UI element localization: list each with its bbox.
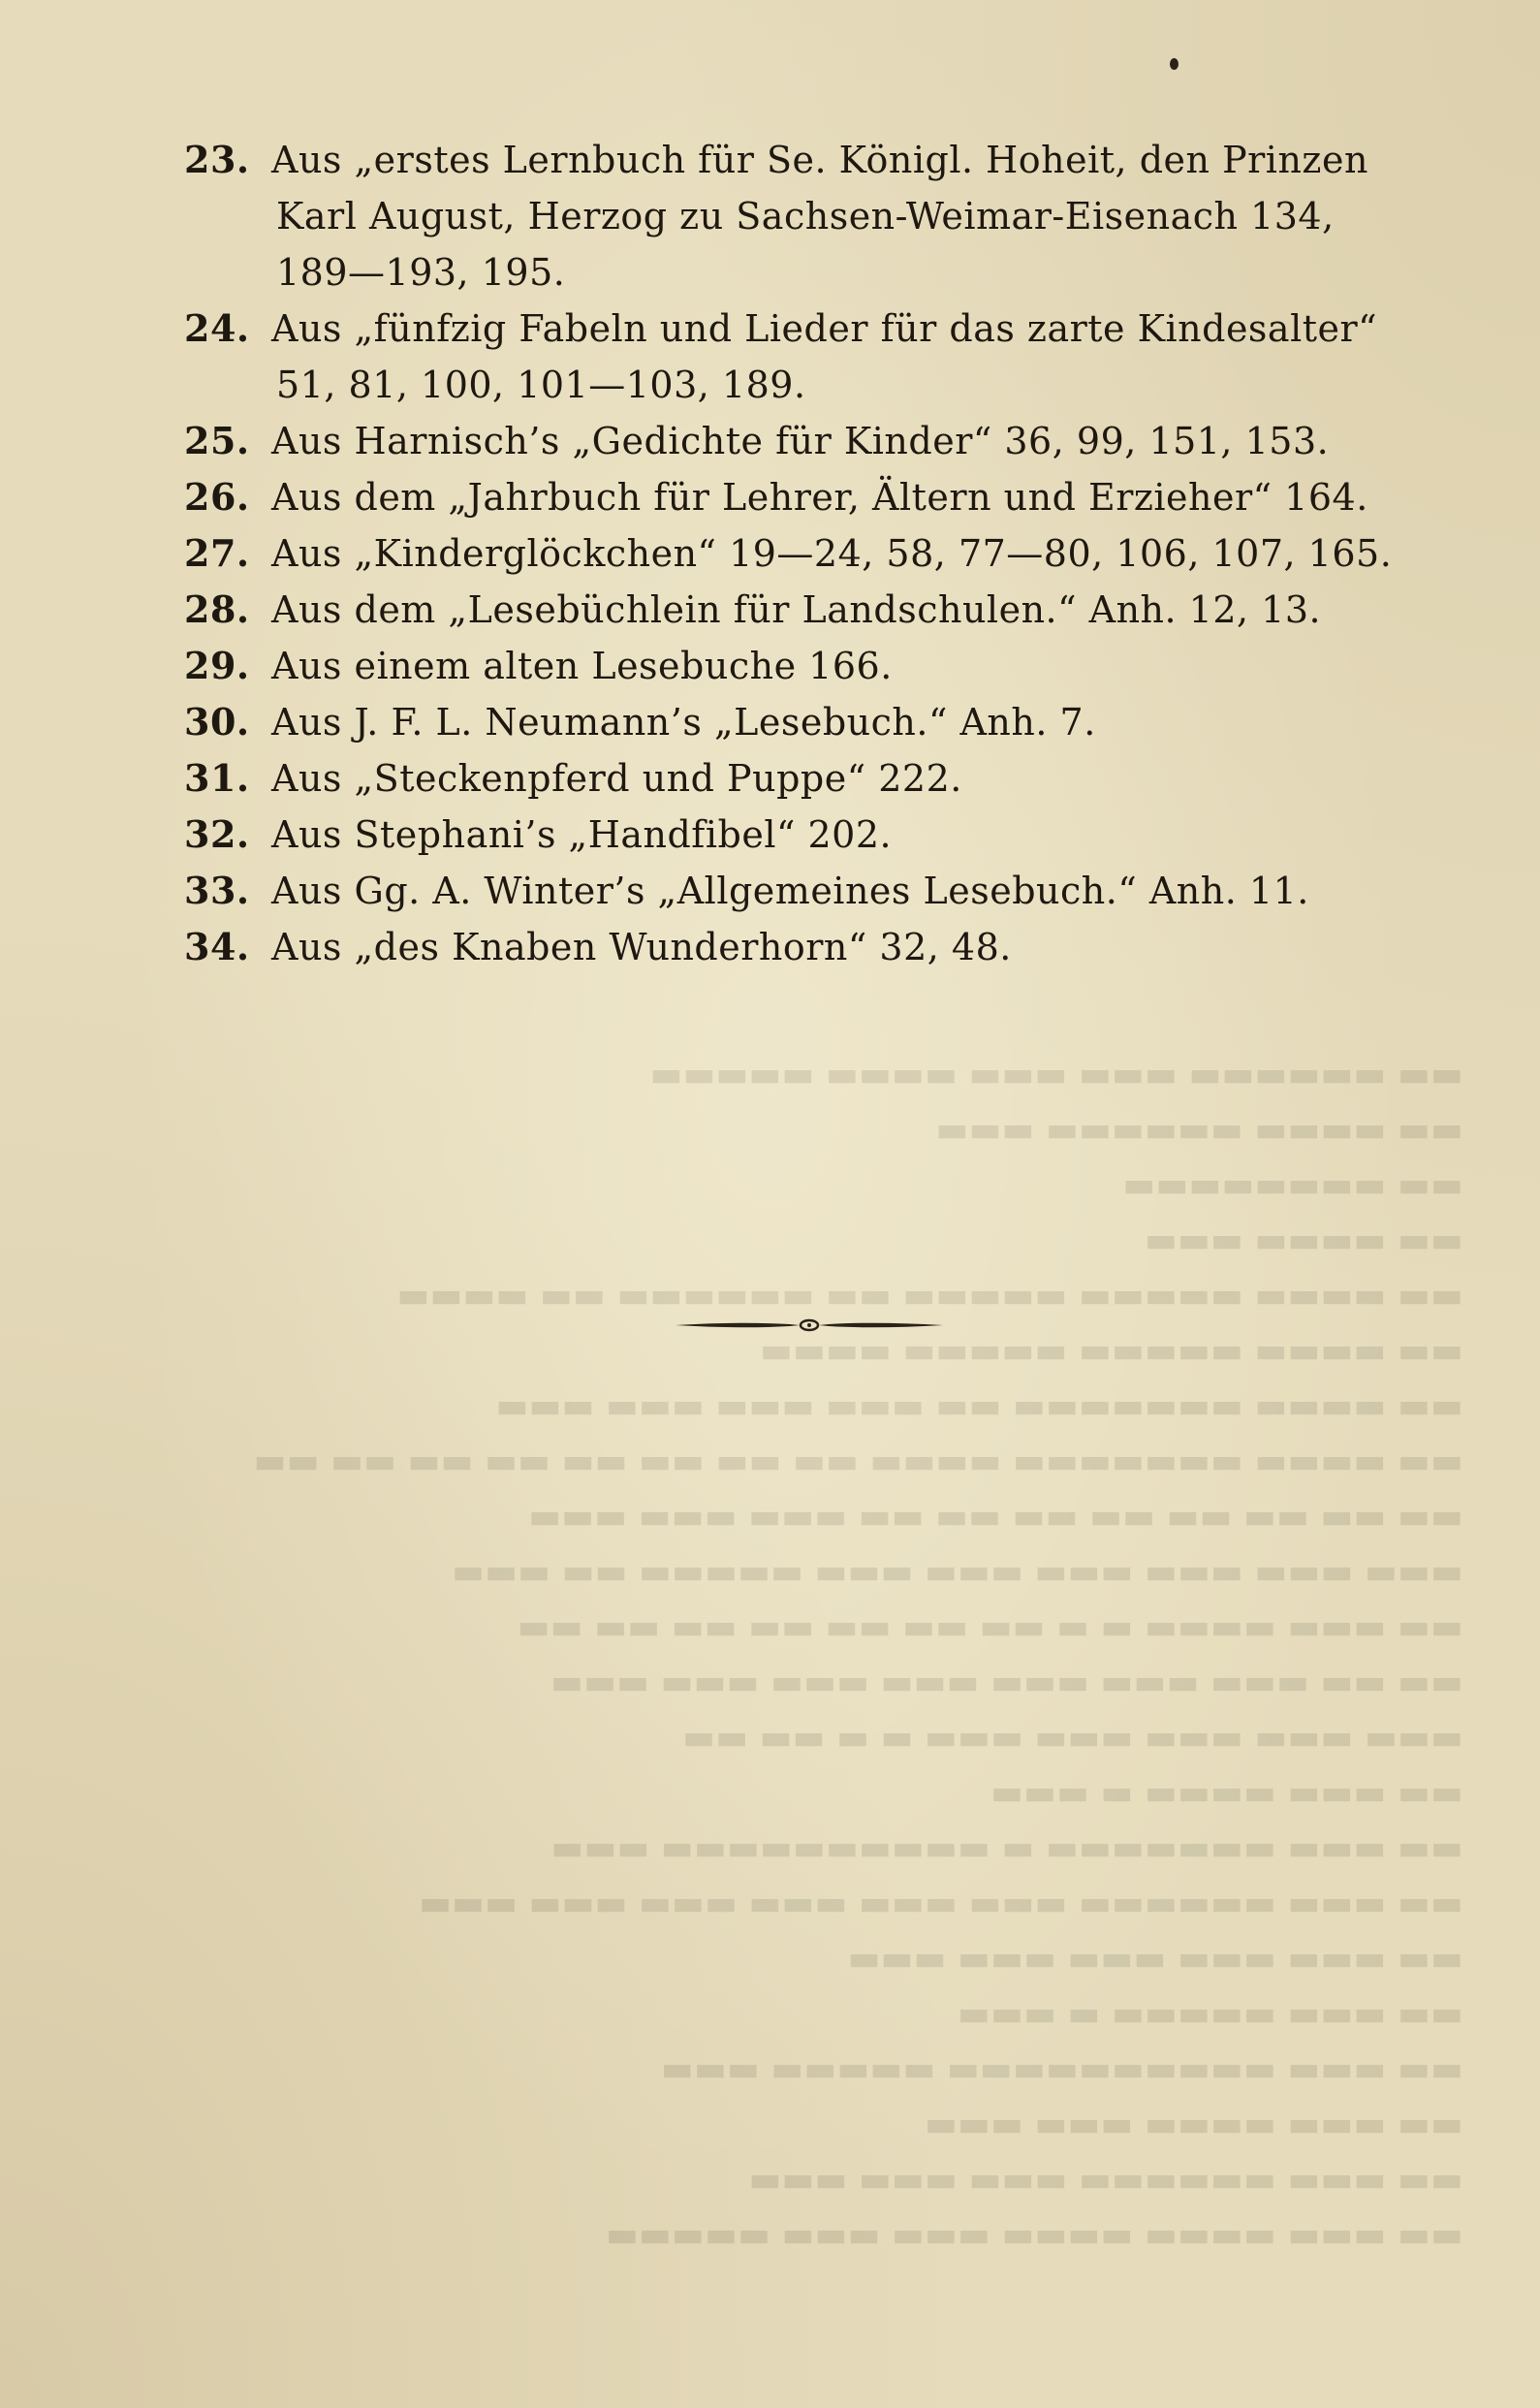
source-index-list — [0, 132, 1540, 975]
ornamental-rule — [674, 1315, 945, 1335]
entry-text-continued: Karl August, Herzog zu Sachsen-Weimar-Eisenach 134, — [276, 195, 1335, 238]
entry-number: 25. — [184, 419, 250, 462]
entry-number: 33. — [184, 869, 250, 912]
index-entry — [0, 413, 1540, 469]
entry-text: Aus dem „Jahrbuch für Lehrer, Ältern und Erzieher“ 164. — [271, 476, 1368, 519]
index-entry — [0, 863, 1540, 919]
entry-number: 34. — [184, 925, 250, 968]
show-through: ▬▬ ▬▬▬▬▬▬ ▬▬▬ ▬▬▬ ▬▬▬▬ ▬▬▬▬▬ ▬▬ ▬▬▬▬ ▬▬▬▬▬▬ ▬▬▬ ▬▬ ▬▬▬▬▬▬▬▬ ▬▬ ▬▬▬▬ ▬▬▬ ▬▬ ▬▬▬▬ ▬▬▬▬▬ ▬▬▬▬▬ ▬▬ ▬▬▬▬▬▬ ▬▬ ▬▬▬▬ ▬▬ ▬▬▬▬ ▬▬▬▬▬ ▬▬▬▬▬ ▬▬▬▬ ▬▬ ▬▬▬▬ ▬▬▬▬▬▬▬ ▬▬ ▬▬▬ ▬▬▬ ▬▬▬ ▬▬▬ ▬▬ ▬▬▬▬ ▬▬▬▬▬▬▬ ▬▬▬▬ ▬▬ ▬▬ ▬▬ ▬▬ ▬▬ ▬▬ ▬▬ ▬▬ ▬▬ ▬▬ ▬▬ ▬▬ ▬▬ ▬▬ ▬▬ ▬▬ ▬▬▬ ▬▬▬ ▬▬▬ ▬▬▬ ▬▬▬ ▬▬▬ ▬▬▬ ▬▬▬ ▬▬▬ ▬▬▬▬▬ ▬▬ ▬▬▬ ▬▬ ▬▬▬ ▬▬▬▬ ▬ ▬ ▬▬ ▬▬ ▬▬ ▬▬ ▬▬ ▬▬ ▬▬ ▬▬ ▬▬ ▬▬▬ ▬▬▬ ▬▬▬ ▬▬▬ ▬▬▬ ▬▬▬ ▬▬▬ ▬▬▬ ▬▬▬ ▬▬▬ ▬▬▬ ▬▬▬ ▬ ▬ ▬▬ ▬▬ ▬▬ ▬▬▬ ▬▬▬▬ ▬ ▬▬▬ ▬▬ ▬▬▬ ▬▬▬▬▬▬▬ ▬ ▬▬▬▬▬▬▬▬▬▬ ▬▬▬ ▬▬ ▬▬▬ ▬▬▬▬▬▬ ▬▬▬ ▬▬▬ ▬▬▬ ▬▬▬ ▬▬▬ ▬▬▬ ▬▬ ▬▬▬ ▬▬▬ ▬▬▬ ▬▬▬ ▬▬▬ ▬▬ ▬▬▬ ▬▬▬▬▬ ▬ ▬▬▬ ▬▬ ▬▬▬ ▬▬▬▬▬▬▬▬▬▬ ▬▬▬▬▬ ▬▬▬ ▬▬ ▬▬▬ ▬▬▬▬ ▬▬▬ ▬▬▬ ▬▬ ▬▬▬ ▬▬▬▬▬▬ ▬▬▬ ▬▬▬ ▬▬▬ ▬▬ ▬▬▬ ▬▬▬▬ ▬▬▬▬ ▬▬▬ ▬▬▬ ▬▬▬▬▬ — [253, 1055, 1463, 2255]
entry-number: 31. — [184, 756, 250, 800]
ink-speck — [1170, 58, 1179, 70]
entry-text: Aus einem alten Lesebuche 166. — [271, 645, 893, 687]
entry-text: Aus Gg. A. Winter’s „Allgemeines Lesebuch.“ Anh. 11. — [271, 870, 1309, 912]
index-entry — [0, 750, 1540, 807]
entry-text: Aus „erstes Lernbuch für Se. Königl. Hoheit, den Prinzen — [271, 139, 1368, 181]
entry-number: 30. — [184, 700, 250, 744]
index-entry — [0, 638, 1540, 694]
entry-number: 26. — [184, 475, 250, 519]
entry-text: Aus dem „Lesebüchlein für Landschulen.“ Anh. 12, 13. — [271, 588, 1322, 631]
entry-number: 23. — [184, 138, 250, 181]
entry-text: Aus Harnisch’s „Gedichte für Kinder“ 36, 99, 151, 153. — [271, 420, 1330, 462]
entry-number: 29. — [184, 644, 250, 687]
index-entry — [0, 469, 1540, 525]
index-entry — [0, 582, 1540, 638]
entry-text: Aus „Kinderglöckchen“ 19—24, 58, 77—80, 106, 107, 165. — [271, 532, 1393, 575]
entry-number: 27. — [184, 531, 250, 575]
index-entry — [0, 694, 1540, 750]
entry-text: Aus J. F. L. Neumann’s „Lesebuch.“ Anh. 7. — [271, 701, 1096, 744]
index-entry — [0, 525, 1540, 582]
entry-text-continued: 51, 81, 100, 101—103, 189. — [276, 364, 806, 406]
index-entry — [0, 301, 1540, 413]
entry-number: 24. — [184, 306, 250, 350]
index-entry — [0, 132, 1540, 301]
index-entry — [0, 807, 1540, 863]
index-entry — [0, 919, 1540, 975]
entry-text: Aus Stephani’s „Handfibel“ 202. — [271, 813, 893, 856]
entry-text: Aus „des Knaben Wunderhorn“ 32, 48. — [271, 926, 1012, 968]
entry-text: Aus „fünfzig Fabeln und Lieder für das zarte Kindesalter“ — [271, 307, 1378, 350]
entry-text: Aus „Steckenpferd und Puppe“ 222. — [271, 757, 962, 800]
entry-number: 28. — [184, 587, 250, 631]
entry-text-continued: 189—193, 195. — [276, 251, 566, 294]
entry-number: 32. — [184, 812, 250, 856]
